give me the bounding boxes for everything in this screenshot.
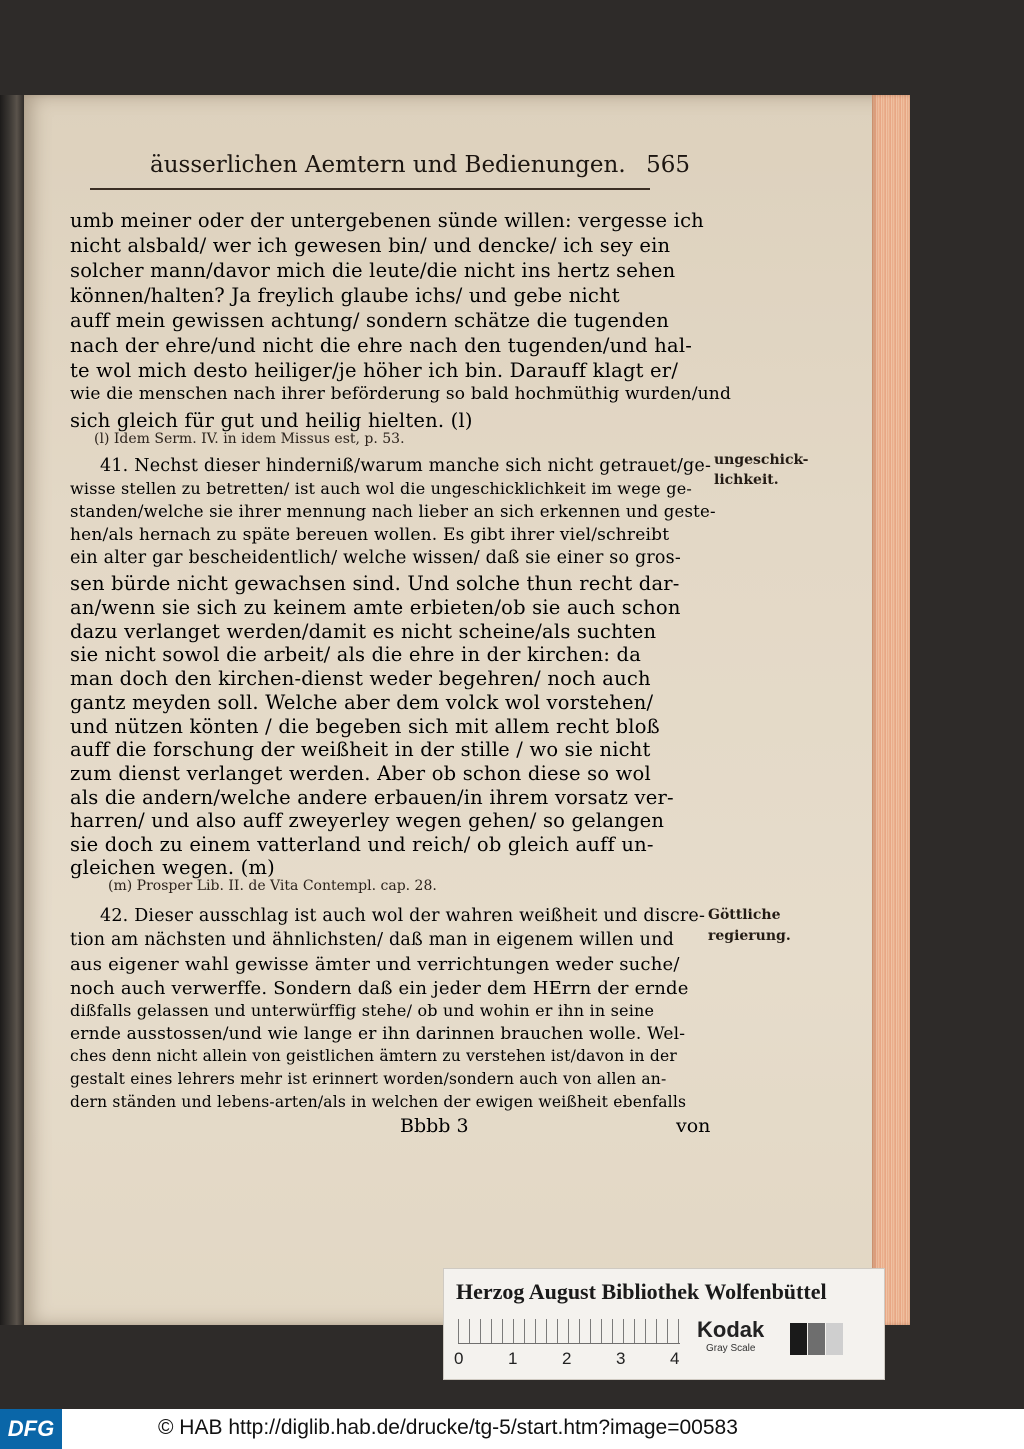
copyright-link[interactable]: © HAB http://diglib.hab.de/drucke/tg-5/start.htm?image=00583 [158,1416,738,1439]
ruler-number: 2 [562,1349,572,1368]
color-target-card [443,1268,885,1380]
text-line: wisse stellen zu betretten/ ist auch wol die ungeschicklichkeit im wege ge- [70,479,692,498]
text-line: sie doch zu einem vatterland und reich/ ob gleich auff un- [70,833,654,856]
ruler-number: 4 [670,1349,680,1368]
page-edges [872,95,910,1325]
text-line: gleichen wegen. (m) [70,856,275,879]
text-line: solcher mann/davor mich die leute/die nicht ins hertz sehen [70,259,676,282]
text-line: hen/als hernach zu späte bereuen wollen. Es gibt ihrer viel/schreibt [70,525,670,545]
signature-mark: Bbbb 3 [400,1115,469,1137]
text-line: tion am nächsten und ähnlichsten/ daß man in eigenem willen und [70,930,674,950]
footnote-l: (l) Idem Serm. IV. in idem Missus est, p. 53. [94,431,405,447]
running-title: äusserlichen Aemtern und Bedienungen. [150,152,626,178]
gray-swatch-dark [790,1323,807,1355]
catchword: von [676,1115,711,1137]
text-line: 42. Dieser ausschlag ist auch wol der wahren weißheit und discre- [100,906,706,926]
book-gutter [0,95,24,1325]
ruler-number: 1 [508,1349,518,1368]
text-line: können/halten? Ja freylich glaube ichs/ und gebe nicht [70,284,620,307]
text-line: sie nicht sowol die arbeit/ als die ehre in der kirchen: da [70,643,642,666]
text-line: noch auch verwerffe. Sondern daß ein jeder dem HErrn der ernde [70,978,689,999]
text-line: harren/ und also auff zweyerley wegen gehen/ so gelangen [70,809,665,832]
margin-note-goettliche: Göttliche [708,907,781,923]
text-line: man doch den kirchen-dienst weder begehren/ noch auch [70,667,651,690]
text-line: 41. Nechst dieser hinderniß/warum manche sich nicht getrauet/ge- [100,456,712,476]
gray-scale-label: Gray Scale [706,1343,756,1354]
text-line: ein alter gar bescheidentlich/ welche wissen/ daß sie einer so gros- [70,548,681,568]
footnote-m: (m) Prosper Lib. II. de Vita Contempl. cap. 28. [108,878,437,894]
page-number: 565 [646,152,690,178]
text-line: sen bürde nicht gewachsen sind. Und solche thun recht dar- [70,572,680,595]
kodak-logo: Kodak [697,1317,765,1342]
text-line: dißfalls gelassen und unterwürffig stehe/ ob und wohin er ihn in seine [70,1001,655,1020]
text-line: gantz meyden soll. Welche aber dem volck wol vorstehen/ [70,691,654,714]
text-line: ches denn nicht allein von geistlichen ämtern zu verstehen ist/davon in der [70,1047,677,1065]
text-line: ernde ausstossen/und wie lange er ihn darinnen brauchen wolle. Wel- [70,1024,686,1044]
text-line: umb meiner oder der untergebenen sünde willen: vergesse ich [70,209,704,232]
margin-note-ungeschicklichkeit-2: lichkeit. [714,472,779,488]
text-line: gestalt eines lehrers mehr ist erinnert worden/sondern auch von allen an- [70,1070,667,1088]
gray-swatch-light [826,1323,843,1355]
text-line: aus eigener wahl gewisse ämter und verrichtungen weder suche/ [70,954,680,975]
text-line: sich gleich für gut und heilig hielten. (l) [70,409,473,432]
text-line: und nützen könten / die begeben sich mit allem recht bloß [70,715,660,738]
gray-swatch-mid [808,1323,825,1355]
ruler-number: 3 [616,1349,626,1368]
ruler-number: 0 [454,1349,464,1368]
library-name: Herzog August Bibliothek Wolfenbüttel [456,1279,827,1304]
margin-note-ungeschicklichkeit-1: ungeschick- [714,452,809,468]
text-line: dazu verlanget werden/damit es nicht scheine/als suchten [70,620,657,643]
text-line: te wol mich desto heiliger/je höher ich bin. Darauff klagt er/ [70,359,679,382]
text-line: als die andern/welche andere erbauen/in ihrem vorsatz ver- [70,786,674,809]
text-line: auff mein gewissen achtung/ sondern schätze die tugenden [70,309,669,332]
text-line: zum dienst verlanget werden. Aber ob schon diese so wol [70,762,651,785]
text-line: nicht alsbald/ wer ich gewesen bin/ und dencke/ ich sey ein [70,234,671,257]
text-line: dern ständen und lebens-arten/als in welchen der ewigen weißheit ebenfalls [70,1093,687,1111]
dfg-logo[interactable]: DFG [0,1409,62,1449]
text-line: wie die menschen nach ihrer beförderung so bald hochmüthig wurden/und [70,384,732,404]
text-line: standen/welche sie ihrer mennung nach lieber an sich erkennen und geste- [70,502,716,521]
header-rule [90,188,650,190]
ruler-scale [458,1319,680,1344]
text-line: nach der ehre/und nicht die ehre nach den tugenden/und hal- [70,334,693,357]
text-line: auff die forschung der weißheit in der stille / wo sie nicht [70,738,651,761]
margin-note-regierung: regierung. [708,928,791,944]
text-line: an/wenn sie sich zu keinem amte erbieten/ob sie auch schon [70,596,681,619]
